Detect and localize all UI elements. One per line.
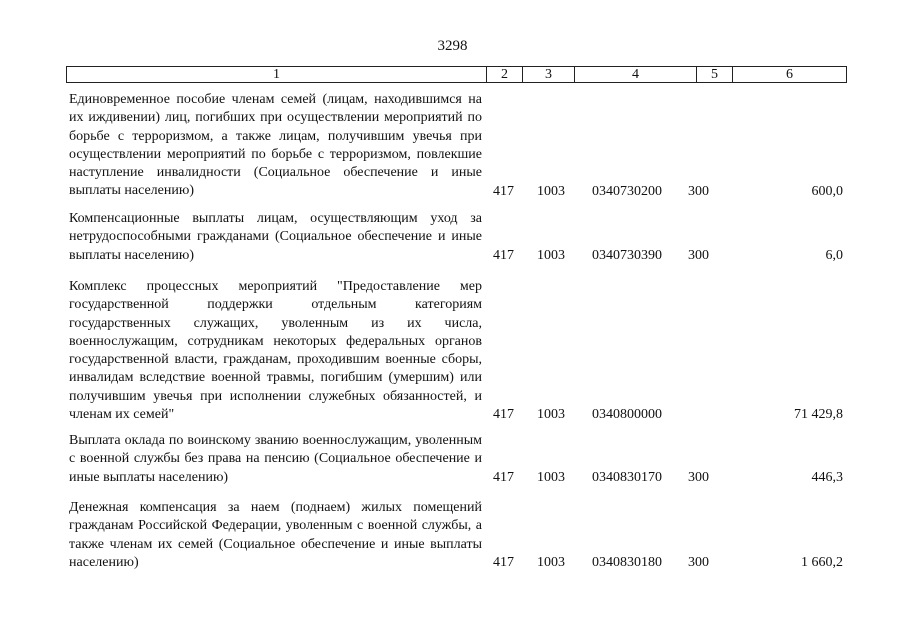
row-target-code: 0340800000 — [592, 407, 662, 423]
row-amount: 600,0 — [811, 183, 843, 199]
row-target-code: 0340730390 — [592, 247, 662, 263]
row-amount: 71 429,8 — [794, 407, 843, 423]
row-expense-type: 300 — [688, 555, 709, 571]
row-target-code: 0340830180 — [592, 555, 662, 571]
row-values — [69, 554, 849, 572]
row-section-code: 1003 — [537, 407, 565, 423]
table-row — [69, 499, 849, 572]
row-values — [69, 247, 849, 265]
row-values — [69, 183, 849, 201]
table-row — [69, 432, 849, 487]
row-expense-type: 300 — [688, 469, 709, 485]
row-target-code: 0340730200 — [592, 183, 662, 199]
column-header-6: 6 — [786, 67, 793, 82]
row-expense-type: 300 — [688, 247, 709, 263]
column-header-2: 2 — [487, 67, 523, 82]
row-description: Компенсационные выплаты лицам, осуществляющим уход за нетрудоспособными гражданами (Социальное обеспечение и иные выплаты населению) — [69, 211, 482, 263]
row-admin-code: 417 — [493, 247, 514, 263]
table-row — [69, 210, 849, 265]
row-expense-type: 300 — [688, 183, 709, 199]
row-admin-code: 417 — [493, 183, 514, 199]
column-header-4: 4 — [575, 67, 697, 82]
page-number: 3298 — [437, 38, 468, 54]
row-target-code: 0340830170 — [592, 469, 662, 485]
row-amount: 6,0 — [825, 247, 843, 263]
row-admin-code: 417 — [493, 407, 514, 423]
row-description: Единовременное пособие членам семей (лицам, находившимся на их иждивении) лиц, погибших при осуществлении мероприятий по борьбе с терроризмом, а также лицам, получившим увечья при осуществлении мероприятий по борьбе с терроризмом, повлекшие наступление инвалидности (Социальное обеспечение и иные выплаты населению) — [69, 92, 482, 199]
row-description: Выплата оклада по воинскому званию военнослужащим, уволенным с военной службы без права на пенсию (Социальное обеспечение и иные выплаты населению) — [69, 433, 482, 485]
row-admin-code: 417 — [493, 555, 514, 571]
row-values — [69, 469, 849, 487]
row-section-code: 1003 — [537, 183, 565, 199]
column-header-3: 3 — [523, 67, 575, 82]
column-header-row — [66, 66, 847, 83]
row-values — [69, 406, 849, 424]
table-row — [69, 91, 849, 201]
row-description: Комплекс процессных мероприятий "Предоставление мер государственной поддержки отдельным категориям государственных служащих, уволенным из их числа, военнослужащим, сотрудникам некоторых федеральных органов государственной власти, гражданам, проходившим военные сборы, инвалидам вследствие военной травмы, погибшим (умершим) или получившим увечья при исполнении служебных обязанностей, и членам их семей" — [69, 279, 482, 423]
column-header-5: 5 — [697, 67, 733, 82]
column-header-1: 1 — [67, 67, 487, 82]
row-admin-code: 417 — [493, 469, 514, 485]
table-row — [69, 278, 849, 424]
row-amount: 1 660,2 — [801, 555, 843, 571]
row-section-code: 1003 — [537, 247, 565, 263]
row-section-code: 1003 — [537, 469, 565, 485]
row-amount: 446,3 — [811, 469, 843, 485]
row-description: Денежная компенсация за наем (поднаем) жилых помещений гражданам Российской Федерации, уволенным с военной службы, а также членам их семей (Социальное обеспечение и иные выплаты населению) — [69, 500, 482, 570]
row-section-code: 1003 — [537, 555, 565, 571]
